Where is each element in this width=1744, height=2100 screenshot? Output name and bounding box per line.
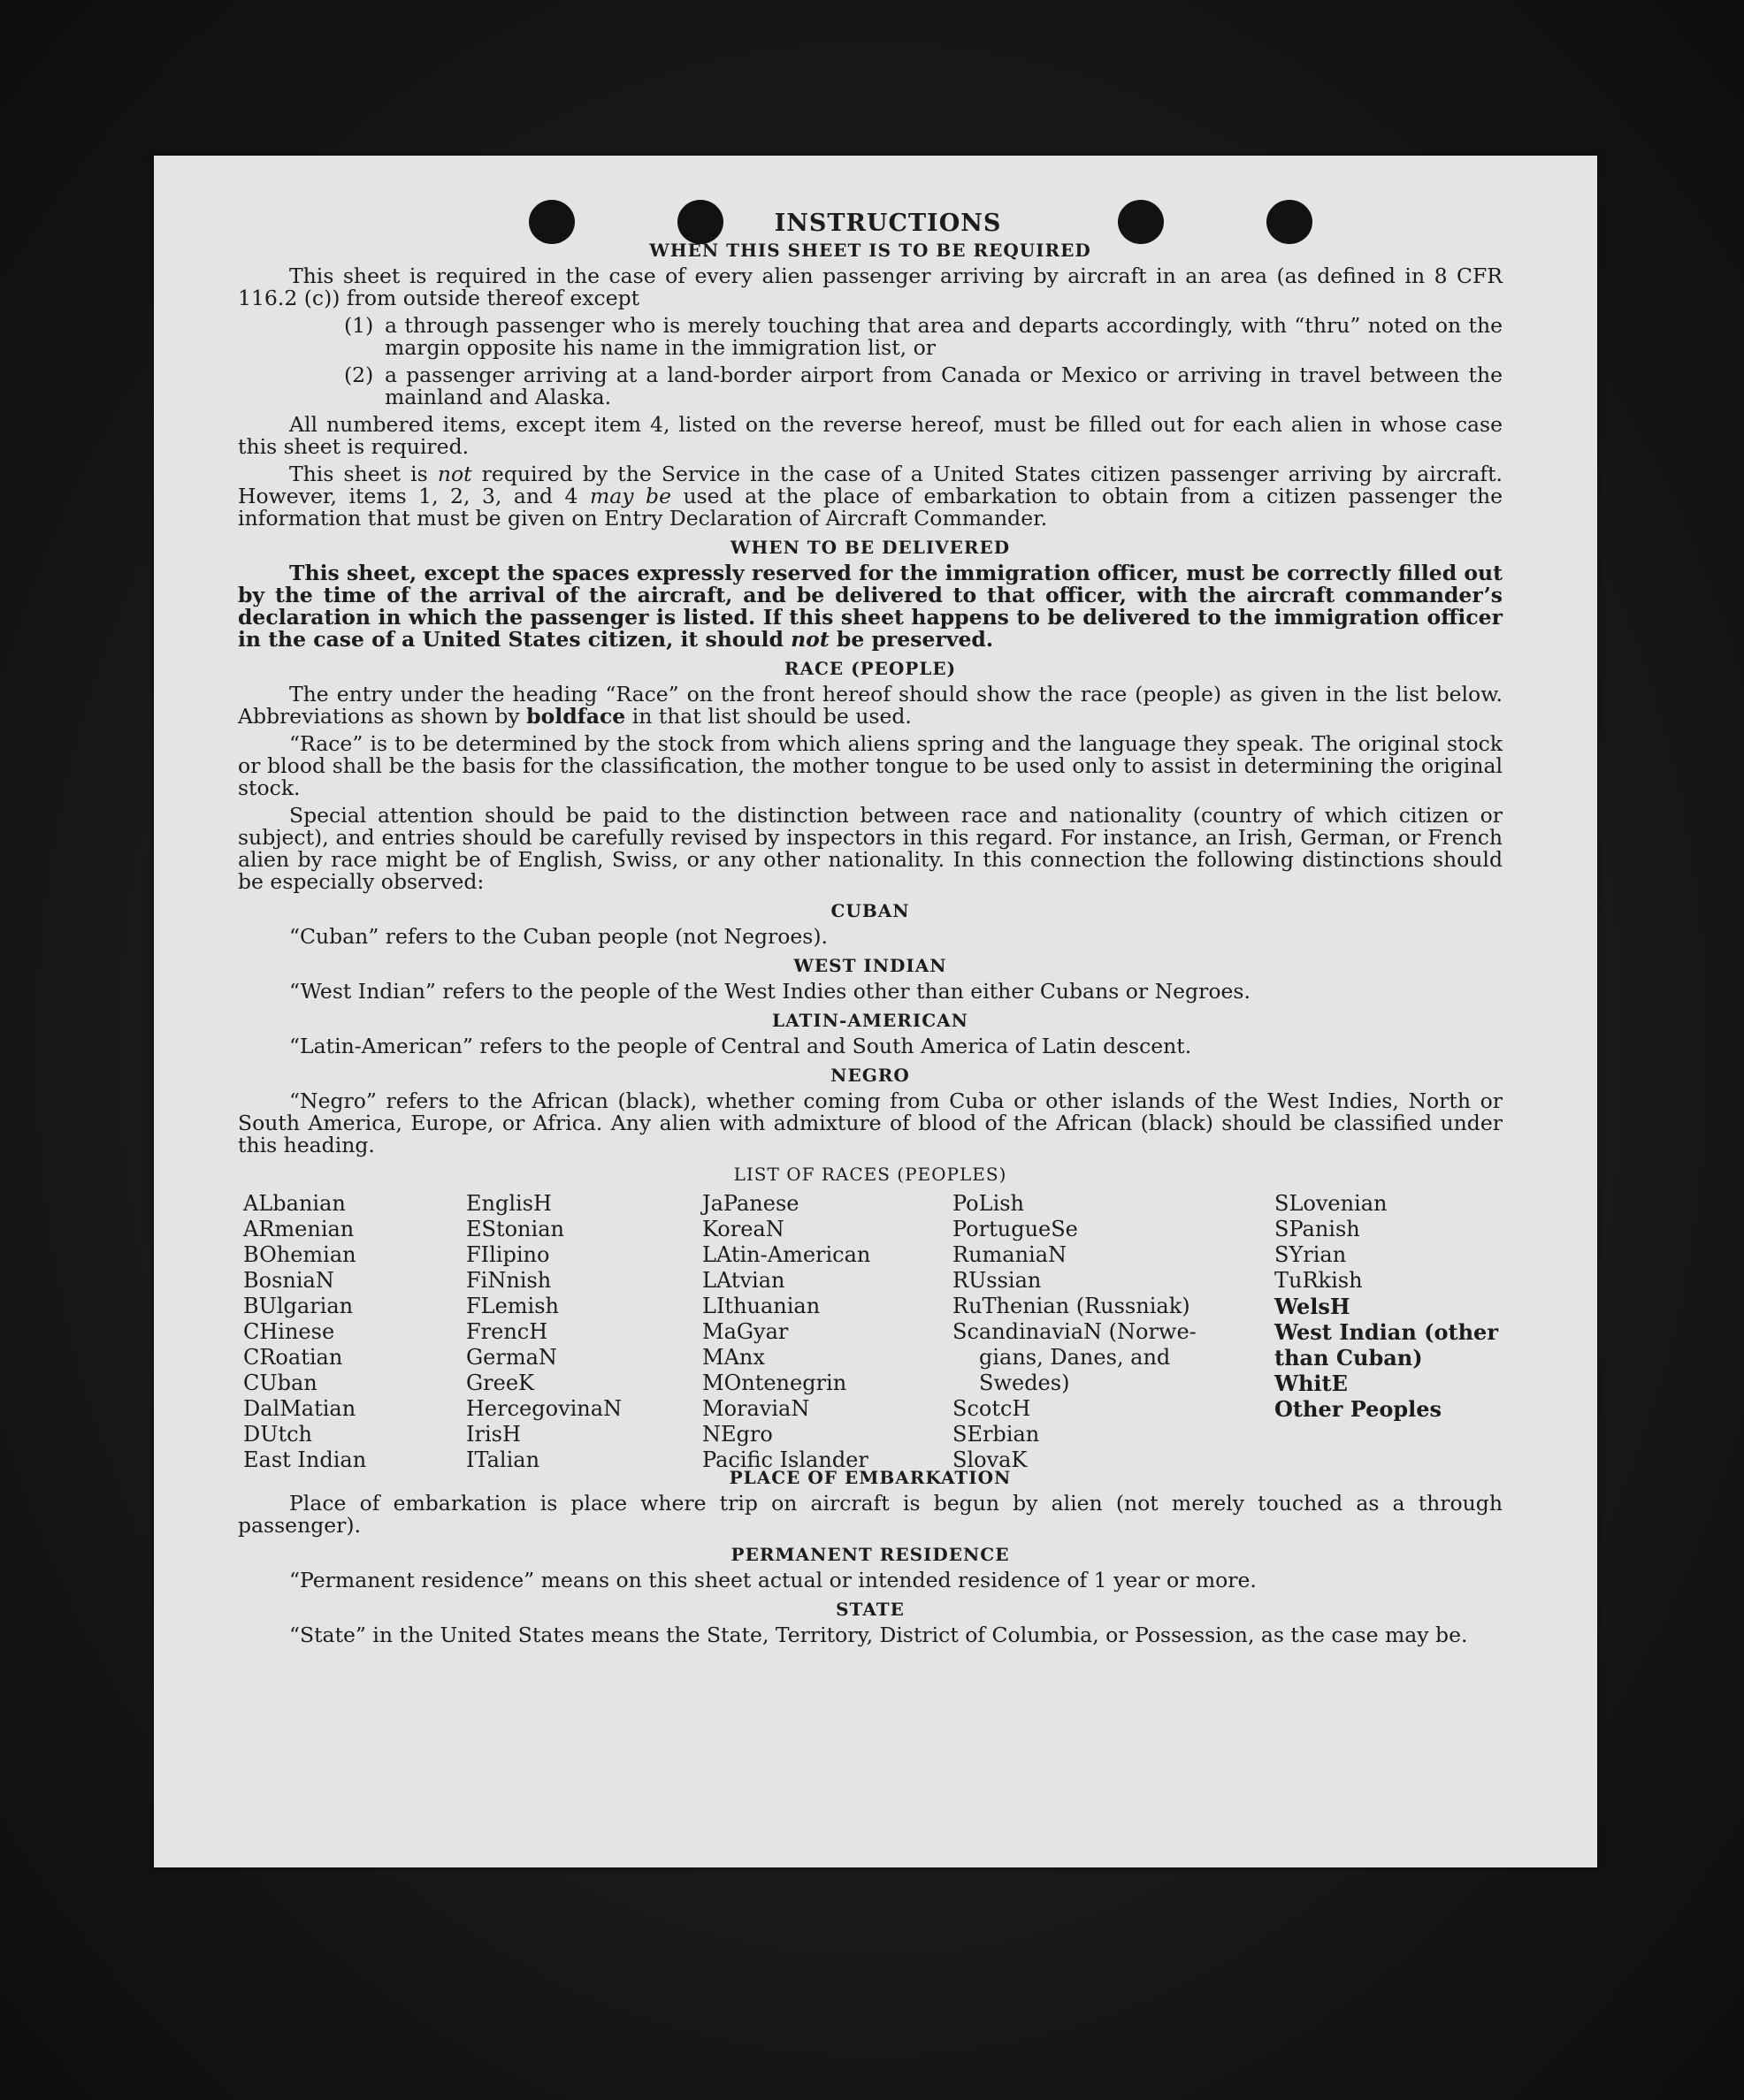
race-item: ALbanian — [243, 1191, 346, 1216]
race-item: WelsH — [1274, 1294, 1350, 1319]
race-column-4 — [952, 1191, 1197, 1473]
page-title: INSTRUCTIONS — [774, 210, 1002, 237]
document-sheet — [154, 156, 1597, 1867]
exception-item-2 — [344, 364, 1503, 409]
exception-number: (1) — [344, 313, 374, 338]
residence-text: “Permanent residence” means on this sheet actual or intended residence of 1 year or more. — [289, 1568, 1257, 1592]
race-item: FIlipino — [466, 1242, 550, 1267]
race-item: PortugueSe — [952, 1217, 1078, 1241]
race-item: FLemish — [466, 1294, 559, 1318]
race-item: BOhemian — [243, 1242, 356, 1267]
race-item: GreeK — [466, 1371, 534, 1395]
race-item: RUssian — [952, 1268, 1042, 1293]
state-text: “State” in the United States means the State, Territory, District of Columbia, or Possession, as the case may be. — [289, 1623, 1468, 1647]
race-column-1 — [243, 1191, 366, 1473]
race-column-3 — [702, 1191, 870, 1473]
section-heading-latin-american: LATIN-AMERICAN — [772, 1010, 968, 1031]
race-item: WhitE — [1274, 1371, 1348, 1396]
race-item: BUlgarian — [243, 1294, 354, 1318]
race-item: MaGyar — [702, 1319, 789, 1344]
race-item: IrisH — [466, 1422, 521, 1447]
exception-item-1 — [344, 315, 1503, 359]
race-column-2 — [466, 1191, 622, 1473]
delivered-paragraph: This sheet, except the spaces expressly reserved for the immigration officer, must be correctly filled out by the time of the arrival of the aircraft, and be delivered to that officer, with the aircraft commander’s declaration in which the passenger is listed. If this sheet happens to be delivered to the immigration officer in the case of a United States citizen, it should not be preserved. — [238, 561, 1503, 652]
race-item: RuThenian (Russniak) — [952, 1294, 1190, 1318]
race-item: DalMatian — [243, 1396, 356, 1421]
race-item: SlovaK — [952, 1447, 1028, 1472]
race-item: NEgro — [702, 1422, 773, 1447]
race-item: EStonian — [466, 1217, 564, 1241]
west-indian-text: “West Indian” refers to the people of the West Indies other than either Cubans or Negroes. — [289, 979, 1251, 1004]
race-item: LAtvian — [702, 1268, 785, 1293]
race-item: SYrian — [1274, 1242, 1347, 1267]
section-heading-negro: NEGRO — [830, 1065, 910, 1086]
race-item: GermaN — [466, 1345, 557, 1370]
section-heading-residence: PERMANENT RESIDENCE — [730, 1544, 1010, 1565]
citizen-paragraph: This sheet is not required by the Service in the case of a United States citizen passenger arriving by aircraft. However, items 1, 2, 3, and 4 may be used at the place of embarkation to obtain from a citizen passenger the information that must be given on Entry Declaration of Aircraft Commander. — [238, 462, 1503, 531]
race-item: LIthuanian — [702, 1294, 821, 1318]
race-item-scandinavian-cont: gians, Danes, and — [979, 1345, 1171, 1370]
race-item: SPanish — [1274, 1217, 1360, 1241]
race-item-scandinavian: ScandinaviaN (Norwe- — [952, 1319, 1197, 1344]
section-heading-embarkation: PLACE OF EMBARKATION — [729, 1467, 1012, 1488]
race-item: TuRkish — [1274, 1268, 1363, 1293]
exception-text: a through passenger who is merely touching that area and departs accordingly, with “thru” noted on the margin opposite his name in the immigration list, or — [385, 313, 1503, 360]
race-item: LAtin-American — [702, 1242, 871, 1267]
race-item: East Indian — [243, 1447, 367, 1472]
race-item: EnglisH — [466, 1191, 552, 1216]
race-item: FrencH — [466, 1319, 548, 1344]
race-item: ARmenian — [243, 1217, 355, 1241]
race-column-5 — [1274, 1191, 1498, 1422]
race-item: CUban — [243, 1371, 317, 1395]
race-item: MoraviaN — [702, 1396, 810, 1421]
numbered-items-paragraph: All numbered items, except item 4, listed on the reverse hereof, must be filled out for each alien in whose case this sheet is required. — [238, 412, 1503, 459]
race-paragraph-3: Special attention should be paid to the distinction between race and nationality (country of which citizen or subject), and entries should be carefully revised by inspectors in this regard. For instance, an Irish, German, or French alien by race might be of English, Swiss, or any other nationality. In this connection the following distinctions should be especially observed: — [238, 803, 1503, 894]
section-heading-required: WHEN THIS SHEET IS TO BE REQUIRED — [649, 240, 1091, 261]
race-item: MAnx — [702, 1345, 765, 1370]
race-paragraph-2: “Race” is to be determined by the stock from which aliens spring and the language they speak. The original stock or blood shall be the basis for the classification, the mother tongue to be used only to assist in determining the original stock. — [238, 731, 1503, 800]
race-item-scandinavian-cont: Swedes) — [979, 1371, 1070, 1395]
race-item: Other Peoples — [1274, 1396, 1442, 1422]
race-item: Pacific Islander — [702, 1447, 868, 1472]
negro-text: “Negro” refers to the African (black), whether coming from Cuba or other islands of the West Indies, North or South America, Europe, or Africa. Any alien with admixture of blood of the African (black) should be classified under this heading. — [238, 1088, 1503, 1157]
instructions-content — [238, 212, 1503, 1652]
race-item-west-indian-cont: than Cuban) — [1274, 1345, 1423, 1371]
race-item: DUtch — [243, 1422, 313, 1447]
race-item: HercegovinaN — [466, 1396, 623, 1421]
race-item: FiNnish — [466, 1268, 552, 1293]
race-paragraph-1: The entry under the heading “Race” on the front hereof should show the race (people) as given in the list below. Abbreviations as shown by boldface in that list should be used. — [238, 682, 1503, 729]
race-item: ITalian — [466, 1447, 540, 1472]
race-list — [238, 1191, 1503, 1472]
race-item: JaPanese — [702, 1191, 799, 1216]
race-item: CRoatian — [243, 1345, 343, 1370]
latin-american-text: “Latin-American” refers to the people of Central and South America of Latin descent. — [289, 1034, 1192, 1058]
race-item: KoreaN — [702, 1217, 784, 1241]
embarkation-text: Place of embarkation is place where trip on aircraft is begun by alien (not merely touched as a through passenger). — [238, 1491, 1503, 1538]
race-item-west-indian: West Indian (other — [1274, 1319, 1498, 1345]
section-heading-state: STATE — [836, 1599, 905, 1620]
section-heading-delivered: WHEN TO BE DELIVERED — [730, 537, 1011, 558]
race-item: PoLish — [952, 1191, 1025, 1216]
race-item: BosniaN — [243, 1268, 334, 1293]
section-heading-west-indian: WEST INDIAN — [793, 955, 947, 976]
cuban-text: “Cuban” refers to the Cuban people (not Negroes). — [289, 924, 829, 949]
exception-number: (2) — [344, 363, 374, 387]
section-heading-list-of-races: LIST OF RACES (PEOPLES) — [733, 1164, 1007, 1185]
exception-text: a passenger arriving at a land-border airport from Canada or Mexico or arriving in travel between the mainland and Alaska. — [385, 363, 1503, 409]
race-item: ScotcH — [952, 1396, 1031, 1421]
race-item: MOntenegrin — [702, 1371, 847, 1395]
race-item: SLovenian — [1274, 1191, 1388, 1216]
race-item: SErbian — [952, 1422, 1040, 1447]
section-heading-race: RACE (PEOPLE) — [784, 658, 957, 679]
section-heading-cuban: CUBAN — [830, 900, 910, 921]
required-intro: This sheet is required in the case of every alien passenger arriving by aircraft in an area (as defined in 8 CFR 116.2 (c)) from outside thereof except — [238, 263, 1503, 310]
race-item: RumaniaN — [952, 1242, 1067, 1267]
race-item: CHinese — [243, 1319, 335, 1344]
